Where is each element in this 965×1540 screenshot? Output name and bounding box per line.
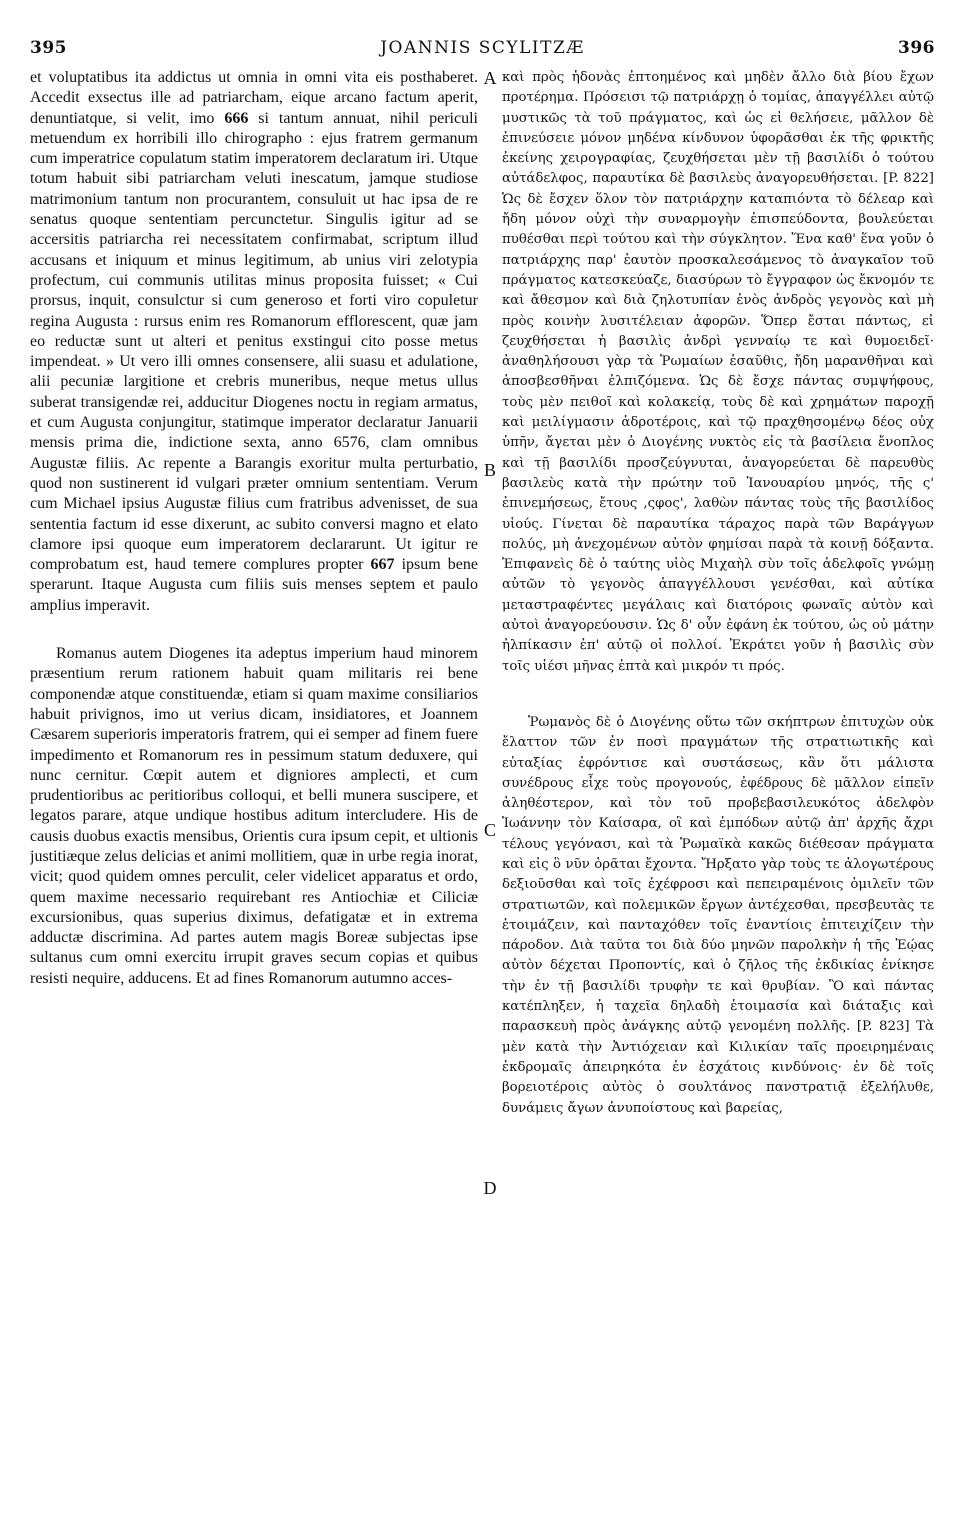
running-header [30,38,935,66]
greek-paragraph: καὶ πρὸς ἡδονὰς ἐπτοημένος καὶ μηδὲν ἄλλο διὰ βίου ἔχων προτέρημα. Πρόσεισι τῷ πατριάρχῃ ὁ τομίας, ἀπαγγέλλει αὐτῷ μυστικῶς τὰ τοῦ πράγματος, καὶ ὡς εἰ θελήσειε, μᾶλλον δὲ ἐπινεύσειε μόνον μηδένα κίνδυνον ὑφορᾶσθαι ἐκ τῆς φρικτῆς ἐκείνης χειρογραφίας, ζευχθήσεται μὲν τῇ βασιλίδι ὁ τούτου αὐτάδελφος, παραυτίκα δὲ βασιλεὺς ἀναγορευθήσεται. [P. 822] Ὡς δὲ ἔσχεν ὅλον τὸν πατριάρχην καταπιόντα τὸ δέλεαρ καὶ ἤδη μόνον οὐχὶ τὴν συναρμογὴν ἐπισπεύδοντα, βουλεύεται πυθέσθαι περὶ τούτου καὶ τὴν σύγκλητον. Ἕνα καθ' ἕνα γοῦν ὁ πατριάρχης παρ' ἑαυτὸν προσκαλεσάμενος τὸ ἀναγκαῖον τοῦ πράγματος κατεσκεύαζε, διασύρων τὸ ἔγγραφον ὡς ἔκνομόν τε καὶ ἄθεσμον καὶ διὰ ζηλοτυπίαν ἑνὸς ἀνδρὸς γεγονὸς καὶ μὴ πρὸς κοινὴν λυσιτέλειαν ἀφορῶν. Ὅπερ ἔσται πάντως, εἰ ζευχθήσεται ἡ βασιλὶς ἀνδρὶ γενναίῳ τε καὶ θυμοειδεῖ· ἀναθηλήσουσι γὰρ τὰ Ῥωμαίων ἐσαῦθις, ἤδη μαρανθῆναι καὶ ἀποσβεσθῆναι ἐλπιζόμενα. Ὡς δὲ ἔσχε πάντας συμψήφους, τοὺς μὲν πειθοῖ καὶ κολακείᾳ, τοὺς δὲ καὶ χρημάτων παροχῇ καὶ μειλίγμασιν ἁδροτέροις, καὶ τῷ πραχθησομένῳ δέος οὐχ ὑπῆν, ἄγεται μὲν ὁ Διογένης νυκτὸς εἰς τὰ βασίλεια ἔνοπλος καὶ τῇ βασιλίδι προσζεύγνυται, ἀναγορεύεται δὲ παρευθὺς βασιλεὺς κατὰ τὴν πρώτην τοῦ Ἰανουαρίου μηνός, τῆς ς' ἐπινεμήσεως, ἔτους ,ςφος', λαθὼν πάντας τοὺς τῆς βασιλίδος υἱούς. Γίνεται δὲ παραυτίκα τάραχος παρὰ τῶν Βαράγγων πολύς, μὴ ἀνεχομένων αὐτὸν φημίσαι παρὰ τὰ κοινῇ δόξαντα. Ἐπιφανεὶς δὲ ὁ ταύτης υἱὸς Μιχαὴλ σὺν τοῖς ἀδελφοῖς γνώμῃ αὐτῶν τὸ γεγονὸς ἀπαγγέλλουσι γενέσθαι, καὶ αὐτίκα μεταστραφέντες μεγάλαις καὶ διατόροις φωναῖς αὐτὸν καὶ αὐτοὶ ἀναγορεύουσιν. Ὡς δ' οὖν ἐφάνη ἐκ τούτου, ὡς οὐ μάτην ἠλπίκασιν ἐπ' αὐτῷ οἱ πολλοί. Ἐκράτει γοῦν ἡ βασιλὶς σὺν τοῖς υἱέσι μῆνας ἑπτὰ καὶ μικρόν τι πρός. [502,70,934,674]
latin-paragraph [30,68,478,616]
latin-column [30,68,478,1508]
section-letter: D [483,1178,497,1198]
latin-paragraph: Romanus autem Diogenes ita adeptus imperium haud minorem præsentium rerum rationem habuit quam militaris rei bene componendæ atque constituendæ, etiam si quam maxime consiliarios habuit privignos, imo ut verius dicam, insidiatores, et Joannem Cæsarem superioris imperatoris fratrem, qui ei semper ad finem fuere impedimento et Romanorum res in pessimum statum deduxere, qui nunc cernitur. Cœpit autem et digniores amplecti, et cum prudentioribus ac peritioribus colloqui, et belli munera suscipere, et legatos parare, atque undique hostibus aditum intercludere. His de causis duobus exactis mensibus, Orientis cura ipsum cepit, et ultionis justitiæque zelus delicias et animi mollitiem, quæ in urbe regia inorat, vicit; quod quidem omnes perculit, celer videlicet apparatus et ordo, quem maxime necessario requirebant res Antiochiæ et Ciliciæ excursionibus, quas superius diximus, defatigatæ et in extrema adductæ discrimina. Ad partes autem magis Boreæ subjectas ipse sultanus cum omni exercitu irrupit graves secum copias et quibus resisti nequire, adducens. Et ad fines Romanorum autumno acces- [30,645,478,987]
section-letter: C [483,820,496,840]
greek-column [502,68,934,1508]
section-letter: B [483,460,496,480]
page-number-right: 396 [898,38,935,58]
greek-paragraph: Ῥωμανὸς δὲ ὁ Διογένης οὕτω τῶν σκήπτρων ἐπιτυχὼν οὐκ ἔλαττον τῶν ἐν ποσὶ πραγμάτων τῆς στρατιωτικῆς καὶ εὐταξίας ἐφρόντισε καὶ συστάσεως, κἂν ὅτι μάλιστα συνέδρους εἶχε τοὺς προγονούς, ἐφέδρους δὲ μᾶλλον εἰπεῖν ἀληθέστερον, καὶ τὸν τοῦ προβεβασιλευκότος ἀδελφὸν Ἰωάννην τὸν Καίσαρα, οἳ καὶ ἐμπόδων αὐτῷ ἀπ' ἀρχῆς ἄχρι τέλους γεγόνασι, καὶ τὰ Ῥωμαϊκὰ κακῶς διέθεσαν πράγματα καὶ εἰς ὃ νῦν ὁρᾶται ἔχοντα. Ἤρξατο γὰρ τοὺς τε ἀλογωτέρους δεξιοῦσθαι καὶ τοῖς ἐχέφροσι καὶ πεπειραμένοις ὁμιλεῖν τῶν στρατιωτῶν, καὶ πολεμικῶν ἔργων ἀντέχεσθαι, πρεσβευτὰς τε ἑτοιμάζειν, καὶ πανταχόθεν τοῖς ἐναντίοις ἐπιτειχίζειν τὴν πάροδον. Διὰ ταῦτα τοι διὰ δύο μηνῶν παρολκὴν ἡ τῆς Ἑῴας αὐτὸν δέχεται Προποντίς, καὶ ὁ ζῆλος τῆς ἐκδικίας ἐνίκησε τὴν ἐν τῇ βασιλίδι τρυφὴν τε καὶ θρυβίαν. Ὃ καὶ πάντας κατέπληξεν, ἡ ταχεῖα δηλαδὴ ἑτοιμασία καὶ διάταξις καὶ παρασκευὴ πρὸς ἀνάγκης αὐτῷ γενομένη πολλῆς. [P. 823] Τὰ μὲν κατὰ τὴν Ἀντιόχειαν καὶ Κιλικίαν ταῖς προειρημέναις ἐκδρομαῖς ἀπειρηκότα ἐν ἐσχάτοις κινδύνοις· ἐν δὲ τοῖς βορειοτέροις αὐτὸς ὁ σουλτάνος πανστρατιᾷ ἐξελήλυθε, δυνάμεις ἄγων ἀνυποίστους καὶ βαρείας, [502,714,934,1116]
section-letter: A [483,68,497,88]
page-number-left: 395 [30,38,67,58]
margin-page-number: 667 [370,556,395,574]
running-title: JOANNIS SCYLITZÆ [380,38,585,58]
latin-text: si tantum annuat, nihil periculi metuendum ex horribili illo chirographo : ejus fratrem germanum cum imperatrice copulatum statim imperatorem declaratum iri. Utque totum habuit sibi patriarcham veluti inescatum, jamque studiose matrimonium tantum non procurantem, consuluit ut hac ipsa de re senatus quoque sententiam percunctetur. Singulis igitur ad se accersitis patriarcha rei necessitatem confirmabat, scriptum illud accusans et iniquum et minus legitimum, ab unius viri zelotypia profectum, cui communis utilitas minus proposita fuisset; « Cui prorsus, inquit, consulctur si cum generoso et forti viro copuletur regina Augusta : rursus enim res Romanorum efflorescent, quæ jam eo reductæ sunt ut alteri et penitus exstingui cito posse metus impendeat. » Ut vero illi omnes consensere, alii suasu et adulatione, alii pecuniæ largitione et crebris muneribus, neque metus ullus suberat transigendæ rei, adducitur Diogenes noctu in regiam armatus, et cum Augusta conjungitur, statimque imperator declaratur Januarii mensis prima die, indictione sexta, anno 6576, clam omnibus Augustæ filiis. Ac repente a Barangis exoritur multa perturbatio, quod non sustinerent id vulgari præter omnium sententiam. Verum cum Michael ipsius Augustæ filius cum fratribus advenisset, de sua sententia factum id esse dixerunt, ac subito conversi magno et elato clamore ipsi quoque eum imperatorem declararunt. Ut igitur re comprobatum est, haud temere complures propter [30,109,478,574]
latin-text: et voluptatibus ita addictus ut omnia in omni vita eis posthaberet. Accedit exsectus ille ad patriarcham, eique arcano factum aperit, denuntiatque, si velit, imo [30,69,478,127]
latin-text: ipsum bene sperarunt. Itaque Augusta cum filiis suis menses septem et paulo amplius imperavit. [30,556,478,614]
margin-page-number: 666 [224,109,249,127]
